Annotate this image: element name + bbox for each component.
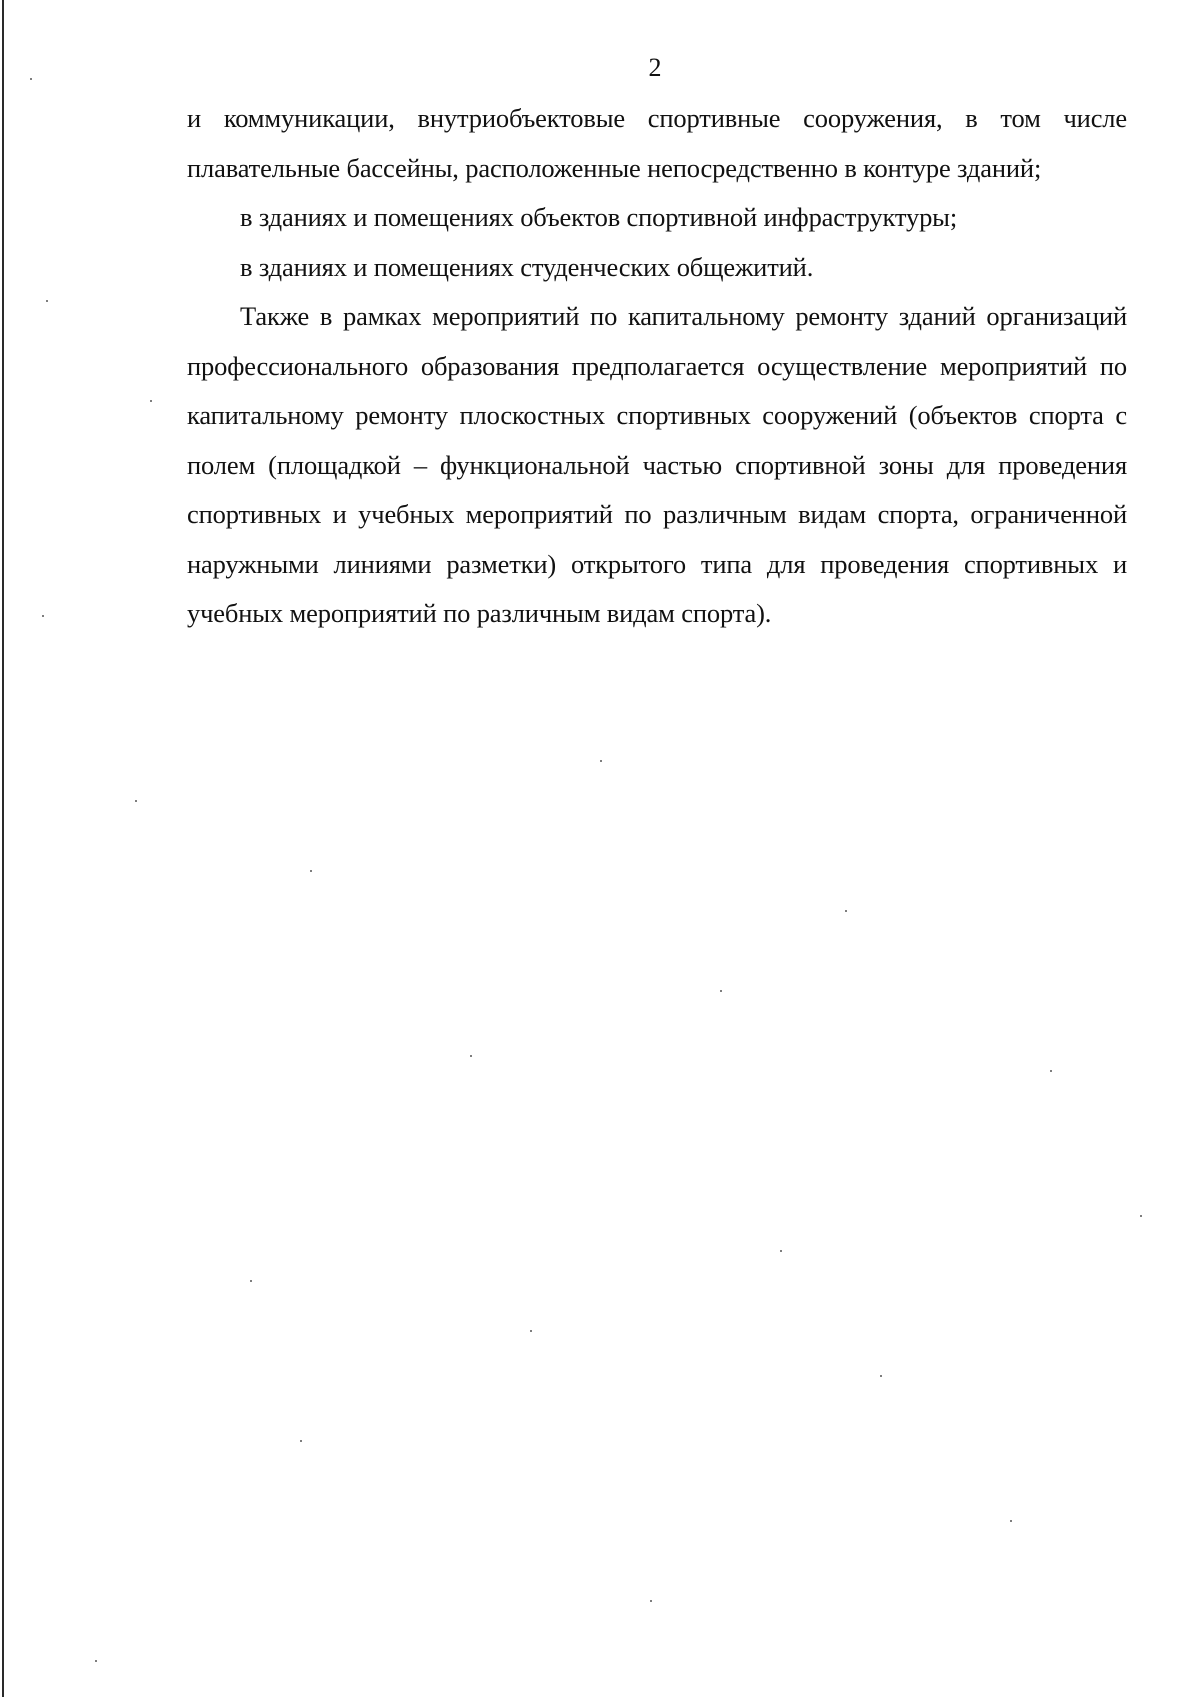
- document-body: [187, 94, 1127, 639]
- scan-left-edge: [2, 0, 4, 1697]
- paragraph-sports-infrastructure: в зданиях и помещениях объектов спортивной инфраструктуры;: [240, 202, 958, 232]
- paragraph-continuation: и коммуникации, внутриобъектовые спортивные сооружения, в том числе плавательные бассейны, расположенные непосредственно в контуре зданий;: [187, 103, 1127, 183]
- paragraph-student-dormitories: в зданиях и помещениях студенческих общежитий.: [240, 251, 814, 282]
- page-number: 2: [648, 53, 662, 82]
- paragraph-planar-sports-facilities: Также в рамках мероприятий по капитальному ремонту зданий организаций профессионального образования предполагается осуществление мероприятий по капитальному ремонту плоскостных спортивных сооружений (объектов спорта с полем (площадкой – функциональной частью спортивной зоны для проведения спортивных и учебных мероприятий по различным видам спорта, ограниченной наружными линиями разметки) открытого типа для проведения спортивных и учебных мероприятий по различным видам спорта).: [187, 301, 1127, 628]
